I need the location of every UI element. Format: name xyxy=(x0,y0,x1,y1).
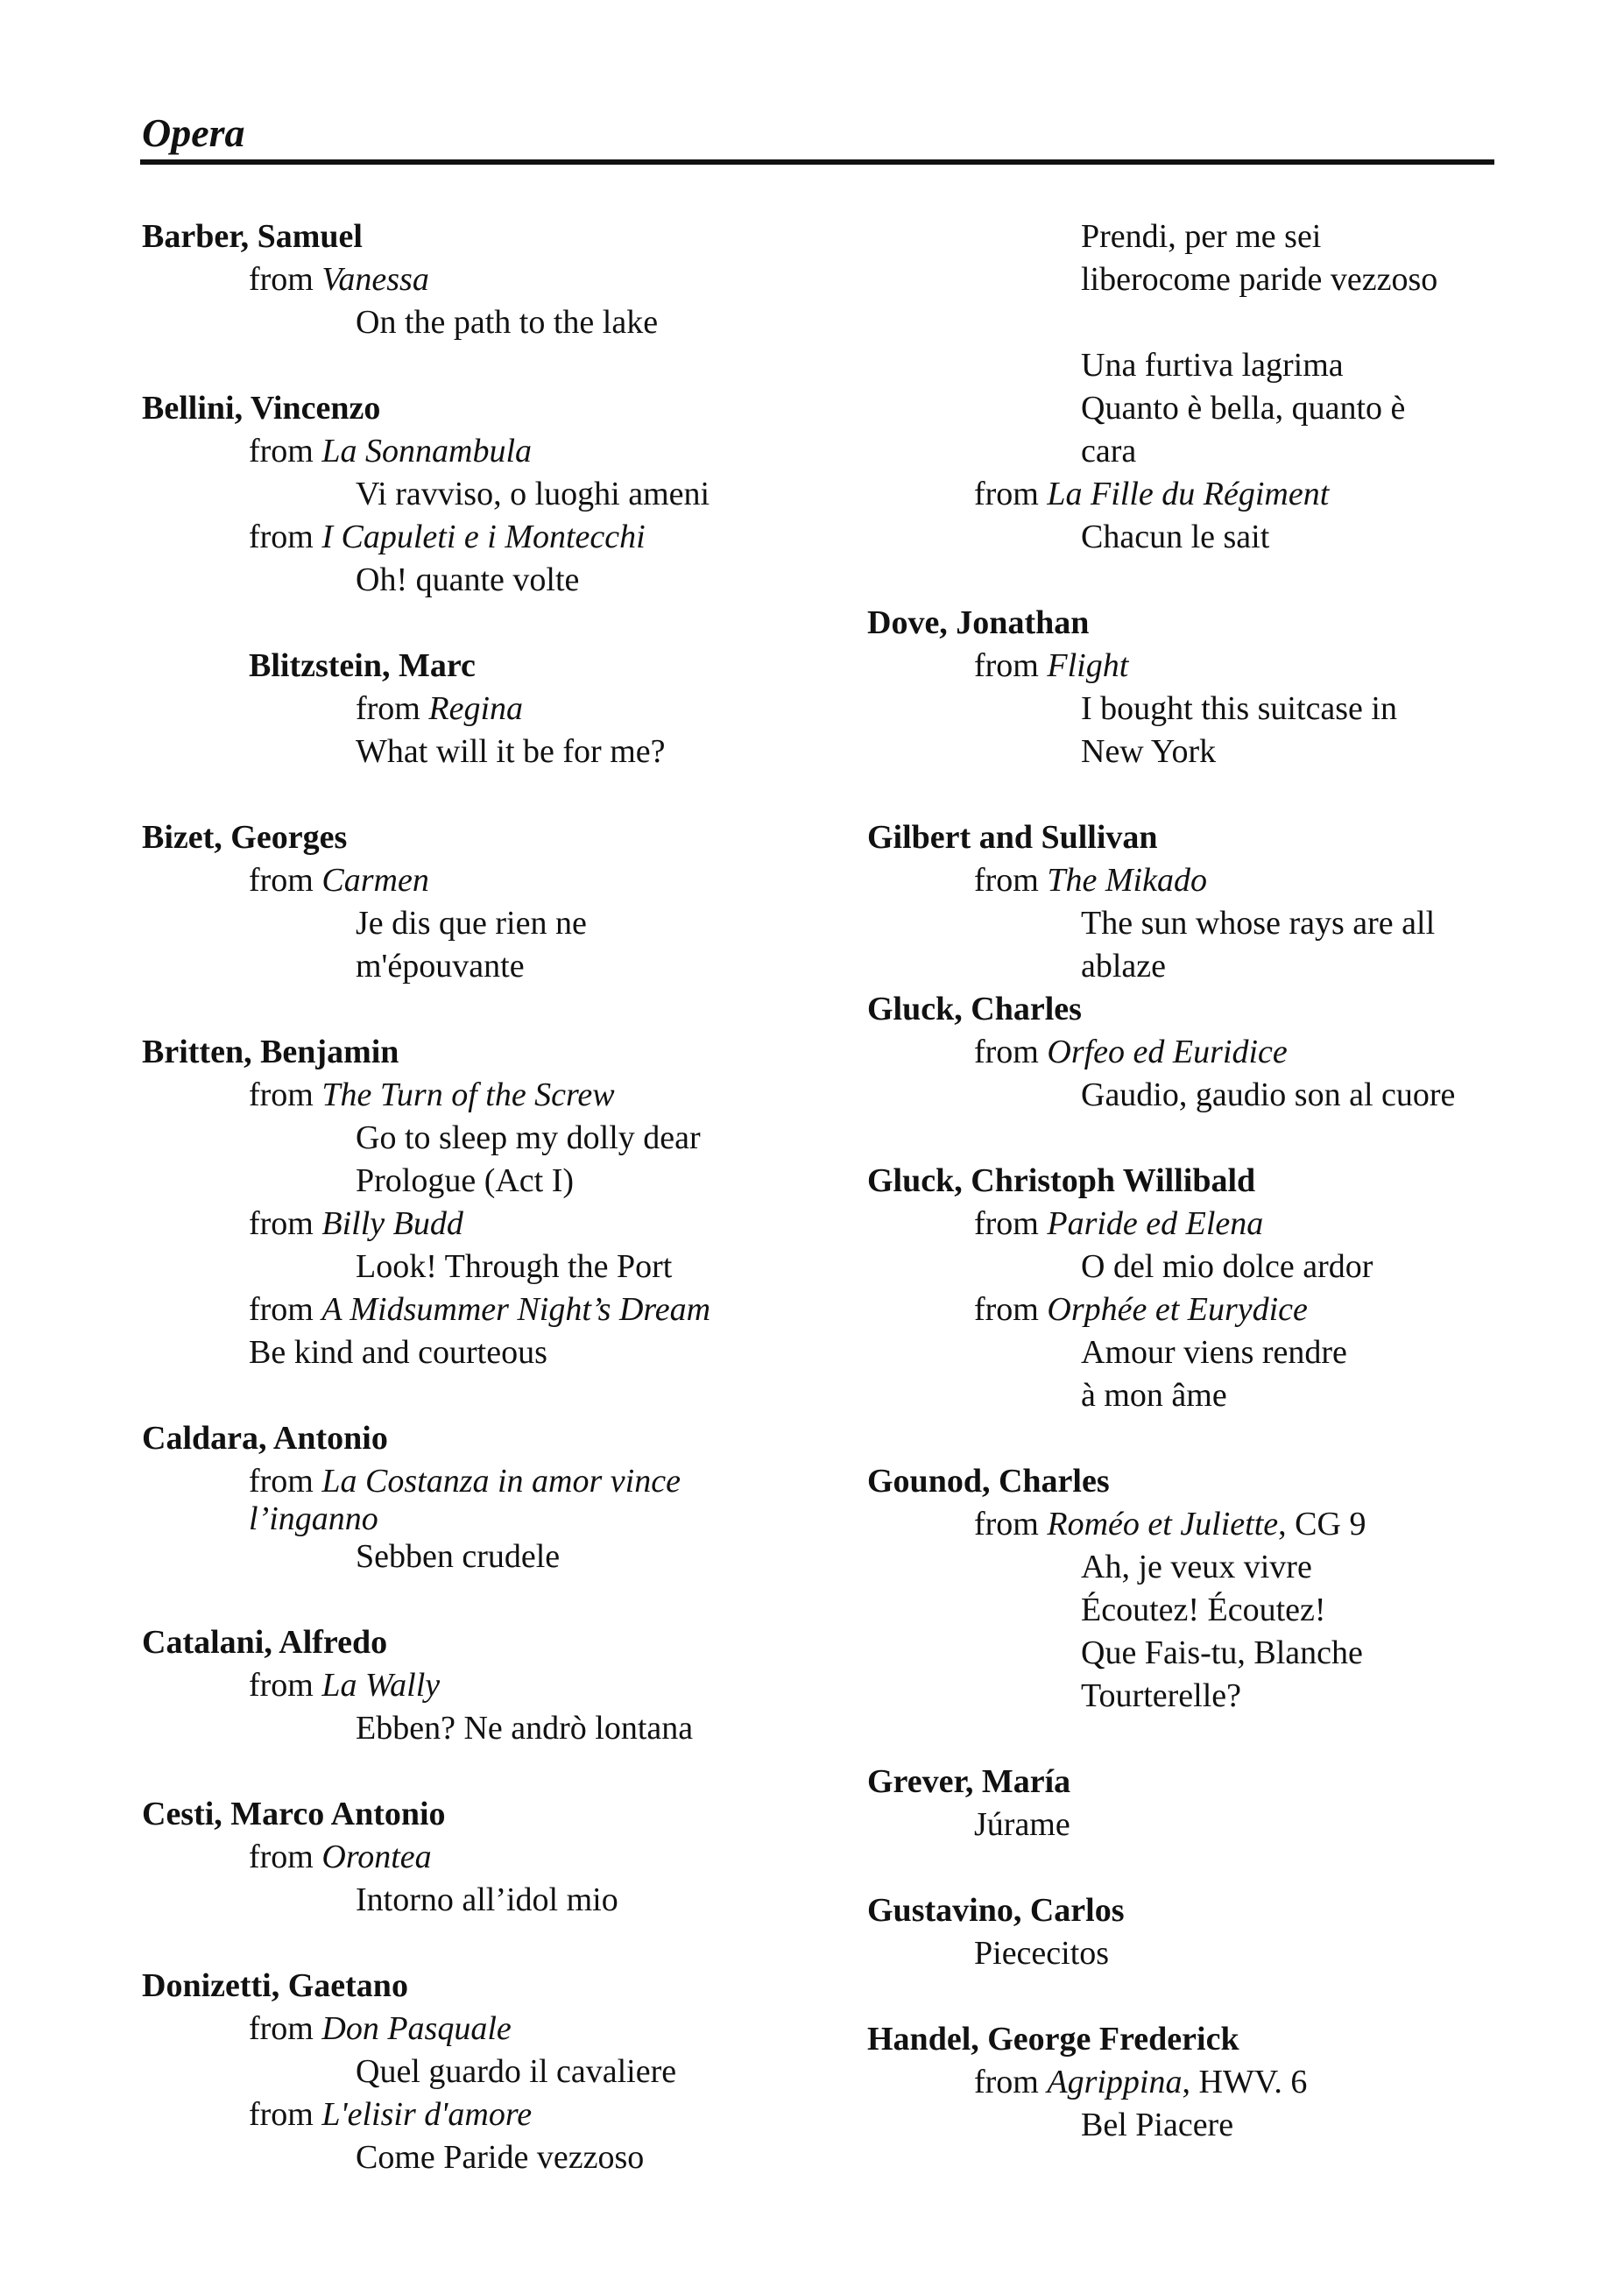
aria-title: Prendi, per me sei xyxy=(1081,218,1322,255)
entry-catalani xyxy=(142,1621,825,1750)
title-rule xyxy=(140,159,1494,165)
from-label: from xyxy=(356,690,429,727)
composer-name: Gluck, Charles xyxy=(867,991,1082,1027)
from-label: from xyxy=(974,1205,1048,1242)
aria-title: Look! Through the Port xyxy=(356,1248,673,1285)
work-title: Don Pasquale xyxy=(321,2010,512,2047)
from-label: from xyxy=(249,1839,322,1875)
aria-title: Ebben? Ne andrò lontana xyxy=(356,1710,694,1747)
aria-title: Que Fais-tu, Blanche xyxy=(1081,1634,1363,1671)
work-title: L'elisir d'amore xyxy=(321,2096,533,2133)
work-title: Billy Budd xyxy=(321,1205,463,1242)
work-title: Orfeo ed Euridice xyxy=(1047,1034,1288,1070)
from-label: from xyxy=(249,1291,322,1328)
aria-title: Vi ravviso, o luoghi ameni xyxy=(356,476,710,512)
entry-grever xyxy=(867,1761,1533,1846)
work-title-continued: l’inganno xyxy=(249,1500,378,1537)
work-line xyxy=(867,1288,1533,1331)
work-title: The Mikado xyxy=(1047,862,1207,899)
work-line xyxy=(867,645,1533,688)
work-line xyxy=(142,859,825,902)
work-title: Flight xyxy=(1047,647,1129,684)
composer-name: Gustavino, Carlos xyxy=(867,1892,1125,1929)
work-line xyxy=(867,2061,1533,2104)
work-title: A Midsummer Night’s Dream xyxy=(321,1291,711,1328)
aria-title: On the path to the lake xyxy=(356,304,659,341)
entry-bellini xyxy=(142,387,825,602)
entry-bizet xyxy=(142,816,825,988)
work-line xyxy=(867,473,1533,516)
from-label: from xyxy=(974,1034,1048,1070)
aria-title: The sun whose rays are all xyxy=(1081,905,1436,942)
work-line xyxy=(867,1031,1533,1074)
entry-cesti xyxy=(142,1793,825,1922)
left-column xyxy=(142,215,825,2179)
entry-gounod xyxy=(867,1460,1533,1718)
aria-title: Amour viens rendre xyxy=(1081,1334,1347,1371)
entry-gilbert-sullivan xyxy=(867,816,1533,988)
work-line xyxy=(142,1460,825,1498)
catalog-number: , CG 9 xyxy=(1278,1506,1366,1542)
work-title: I Capuleti e i Montecchi xyxy=(321,519,646,555)
aria-title: Ah, je veux vivre xyxy=(1081,1549,1312,1585)
composer-name: Grever, María xyxy=(867,1763,1071,1800)
from-label: from xyxy=(249,2096,322,2133)
composer-name: Caldara, Antonio xyxy=(142,1420,388,1457)
composer-name: Gounod, Charles xyxy=(867,1463,1110,1500)
aria-title: Quanto è bella, quanto è xyxy=(1081,390,1406,427)
entry-britten xyxy=(142,1031,825,1374)
work-title: Paride ed Elena xyxy=(1047,1205,1264,1242)
work-line xyxy=(142,2008,825,2051)
composer-name: Cesti, Marco Antonio xyxy=(142,1796,446,1832)
aria-title: O del mio dolce ardor xyxy=(1081,1248,1373,1285)
from-label: from xyxy=(974,1291,1048,1328)
from-label: from xyxy=(249,1205,322,1242)
aria-title-continued: Tourterelle? xyxy=(1081,1677,1242,1714)
work-title: La Wally xyxy=(321,1667,441,1704)
work-line xyxy=(142,516,825,559)
from-label: from xyxy=(249,1076,322,1113)
aria-title-continued: liberocome paride vezzoso xyxy=(1081,261,1438,298)
aria-title: Be kind and courteous xyxy=(249,1334,547,1371)
work-title: Agrippina xyxy=(1047,2064,1183,2100)
from-label: from xyxy=(249,261,322,298)
work-line xyxy=(867,1203,1533,1246)
entry-caldara xyxy=(142,1417,825,1578)
entry-gustavino xyxy=(867,1889,1533,1975)
entry-barber xyxy=(142,215,825,344)
entry-gluck-charles xyxy=(867,988,1533,1117)
aria-title: Una furtiva lagrima xyxy=(1081,347,1344,384)
aria-title: Bel Piacere xyxy=(1081,2107,1234,2143)
aria-title-continued: ablaze xyxy=(1081,948,1167,985)
work-title: Orphée et Eurydice xyxy=(1047,1291,1308,1328)
from-label: from xyxy=(249,519,322,555)
composer-name: Dove, Jonathan xyxy=(867,604,1090,641)
work-line xyxy=(142,430,825,473)
composer-name: Blitzstein, Marc xyxy=(249,647,476,684)
aria-title: Intorno all’idol mio xyxy=(356,1881,618,1918)
aria-title: Quel guardo il cavaliere xyxy=(356,2053,677,2090)
work-line xyxy=(142,258,825,301)
from-label: from xyxy=(249,862,322,899)
work-title: La Fille du Régiment xyxy=(1047,476,1330,512)
page-title: Opera xyxy=(142,110,245,155)
work-title: Carmen xyxy=(321,862,429,899)
work-title: Vanessa xyxy=(321,261,429,298)
composer-name: Britten, Benjamin xyxy=(142,1034,399,1070)
entry-dove xyxy=(867,602,1533,773)
from-label: from xyxy=(974,862,1048,899)
composer-name: Bellini, Vincenzo xyxy=(142,390,381,427)
aria-title-continued: m'épouvante xyxy=(356,948,525,985)
aria-title: Prologue (Act I) xyxy=(356,1162,575,1199)
composer-name: Donizetti, Gaetano xyxy=(142,1967,408,2004)
entry-blitzstein xyxy=(142,645,825,773)
work-line xyxy=(142,1664,825,1707)
from-label: from xyxy=(974,1506,1048,1542)
aria-title: Écoutez! Écoutez! xyxy=(1081,1592,1326,1628)
work-line xyxy=(142,1203,825,1246)
composer-name: Barber, Samuel xyxy=(142,218,363,255)
work-line xyxy=(142,1288,825,1331)
work-title: Regina xyxy=(428,690,524,727)
work-title: La Sonnambula xyxy=(321,433,533,469)
work-title: La Costanza in amor vince xyxy=(321,1463,681,1500)
aria-title: Come Paride vezzoso xyxy=(356,2139,645,2176)
work-line xyxy=(867,859,1533,902)
entry-donizetti-continued xyxy=(867,215,1533,559)
composer-name: Gluck, Christoph Willibald xyxy=(867,1162,1256,1199)
work-title: Roméo et Juliette xyxy=(1047,1506,1279,1542)
right-column xyxy=(867,215,1533,2147)
composer-name: Gilbert and Sullivan xyxy=(867,819,1158,856)
aria-title: I bought this suitcase in xyxy=(1081,690,1397,727)
work-title: The Turn of the Screw xyxy=(321,1076,615,1113)
from-label: from xyxy=(249,433,322,469)
aria-title: Go to sleep my dolly dear xyxy=(356,1119,701,1156)
composer-name: Bizet, Georges xyxy=(142,819,348,856)
song-title: Piececitos xyxy=(974,1935,1110,1972)
catalog-number: , HWV. 6 xyxy=(1182,2064,1308,2100)
aria-title-continued: New York xyxy=(1081,733,1217,770)
aria-title: Je dis que rien ne xyxy=(356,905,587,942)
aria-title: Sebben crudele xyxy=(356,1538,561,1575)
from-label: from xyxy=(249,2010,322,2047)
aria-title-continued: cara xyxy=(1081,433,1137,469)
work-line xyxy=(142,1074,825,1117)
work-line xyxy=(142,2093,825,2136)
aria-title-continued: à mon âme xyxy=(1081,1377,1227,1414)
from-label: from xyxy=(974,2064,1048,2100)
song-title: Júrame xyxy=(974,1806,1070,1843)
work-line xyxy=(867,1503,1533,1546)
aria-title: Gaudio, gaudio son al cuore xyxy=(1081,1076,1456,1113)
entry-gluck-christoph xyxy=(867,1160,1533,1417)
from-label: from xyxy=(974,647,1048,684)
entry-handel xyxy=(867,2018,1533,2147)
aria-title: What will it be for me? xyxy=(356,733,666,770)
aria-title: Chacun le sait xyxy=(1081,519,1270,555)
from-label: from xyxy=(974,476,1048,512)
entry-donizetti xyxy=(142,1965,825,2179)
from-label: from xyxy=(249,1667,322,1704)
from-label: from xyxy=(249,1463,322,1500)
aria-title: Oh! quante volte xyxy=(356,561,580,598)
work-line xyxy=(142,688,825,731)
composer-name: Catalani, Alfredo xyxy=(142,1624,388,1661)
work-line xyxy=(142,1836,825,1879)
composer-name: Handel, George Frederick xyxy=(867,2021,1239,2058)
work-line-continued xyxy=(142,1498,825,1535)
work-title: Orontea xyxy=(321,1839,432,1875)
